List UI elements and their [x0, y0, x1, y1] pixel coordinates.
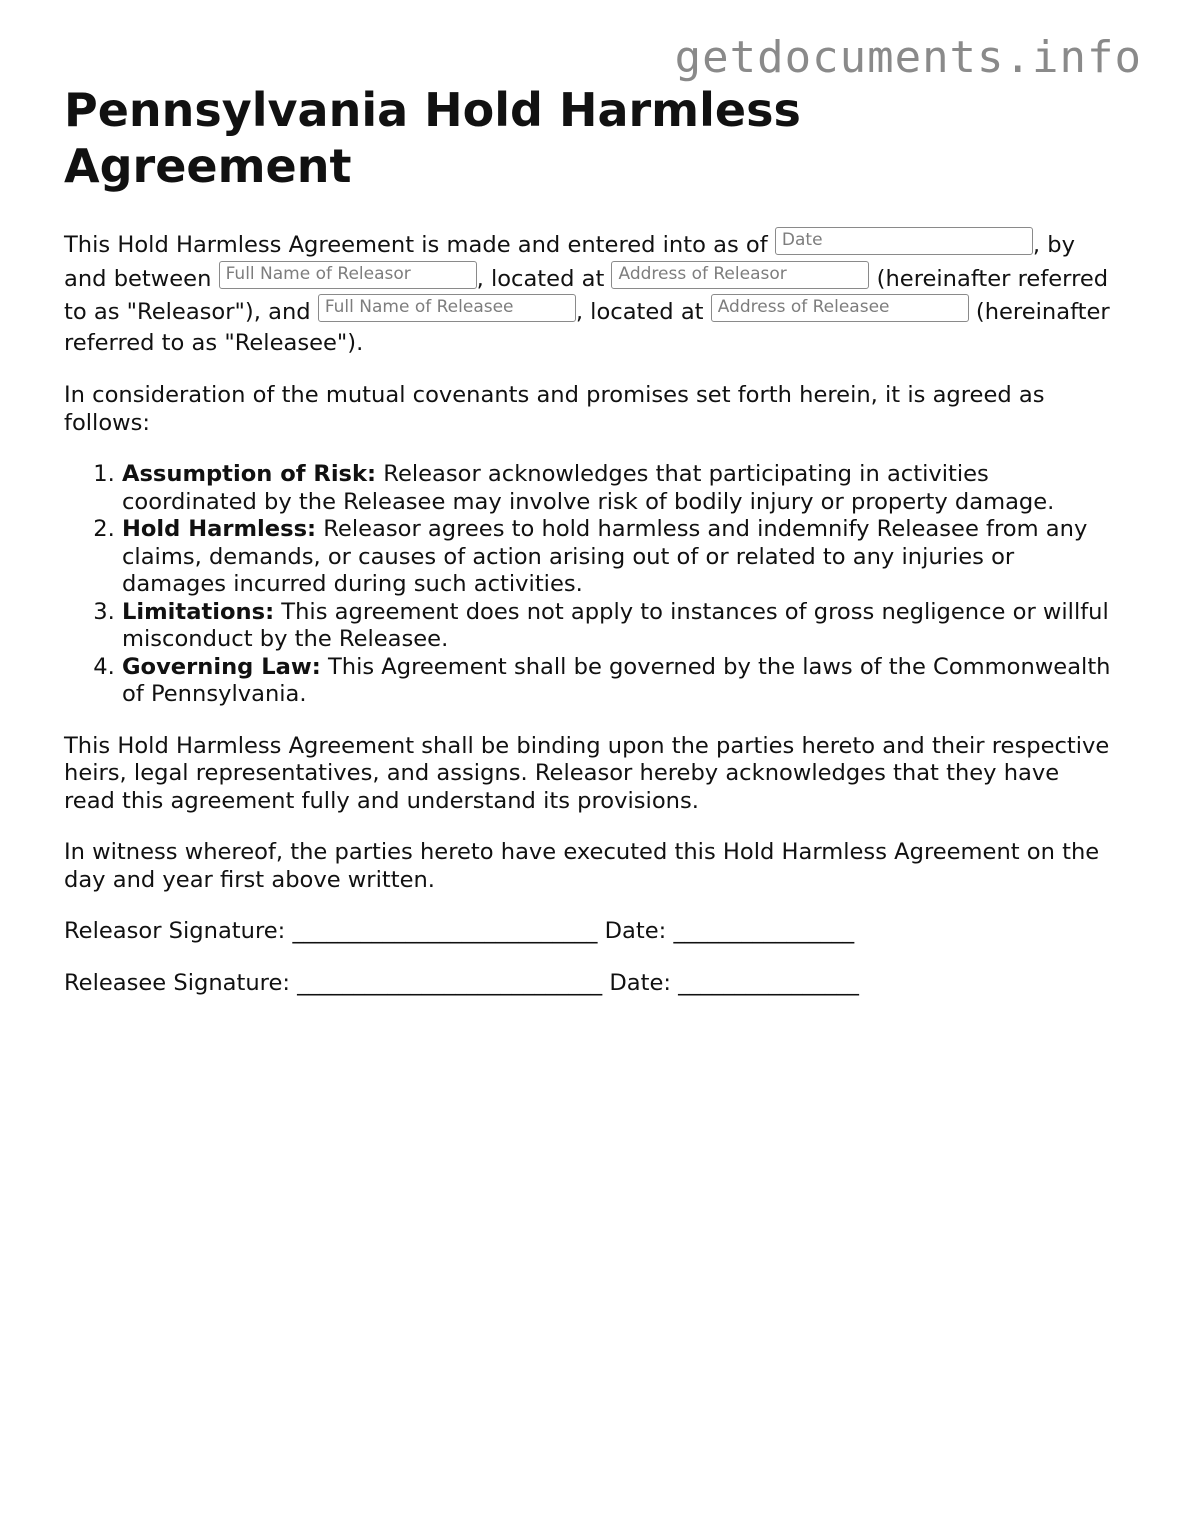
clause-item: [122, 516, 1114, 599]
intro-text-2: , by and between: [64, 232, 1075, 292]
watermark: getdocuments.info: [674, 32, 1142, 83]
clause-text: This Agreement shall be governed by the laws of the Commonwealth of Pennsylvania.: [122, 653, 1111, 707]
releasor-address-input[interactable]: Address of Releasor: [611, 261, 869, 289]
clause-heading: Assumption of Risk:: [122, 461, 377, 487]
intro-text-6: (hereinafter referred to as "Releasee").: [64, 299, 1110, 356]
releasor-name-input[interactable]: Full Name of Releasor: [219, 261, 477, 289]
releasor-signature-line: Releasor Signature: ___________________________ Date: ________________: [64, 918, 855, 944]
document-title: Pennsylvania Hold Harmless Agreement: [64, 83, 801, 193]
releasee-signature-line: Releasee Signature: ___________________________ Date: ________________: [64, 969, 859, 996]
clause-list: [64, 461, 1114, 709]
intro-text-5: , located at: [575, 299, 711, 325]
clause-heading: Governing Law:: [122, 653, 321, 680]
date-input[interactable]: Date: [775, 227, 1033, 255]
intro-text-1: This Hold Harmless Agreement is made and entered into as of: [64, 232, 775, 258]
intro-text-3: , located at: [476, 265, 612, 292]
intro-paragraph: [64, 227, 1114, 358]
releasee-name-input[interactable]: Full Name of Releasee: [318, 294, 576, 322]
clause-heading: Hold Harmless:: [122, 516, 317, 542]
binding-paragraph: This Hold Harmless Agreement shall be binding upon the parties hereto and their respective heirs, legal representatives, and assigns. Releasor hereby acknowledges that they have read this agreement fully and understand its provisions.: [64, 732, 1110, 814]
witness-paragraph: In witness whereof, the parties hereto have executed this Hold Harmless Agreement on the day and year first above written.: [64, 839, 1100, 893]
consideration-paragraph: In consideration of the mutual covenants and promises set forth herein, it is agreed as follows:: [64, 382, 1045, 436]
clause-item: [122, 599, 1114, 654]
clause-heading: Limitations:: [122, 598, 275, 625]
clause-item: [122, 461, 1114, 516]
document-body: [64, 82, 1114, 997]
clause-item: [122, 654, 1114, 709]
releasee-address-input[interactable]: Address of Releasee: [711, 294, 969, 322]
clause-text: Releasor acknowledges that participating in activities coordinated by the Releasee may involve risk of bodily injury or property damage.: [122, 461, 1055, 515]
intro-text-4: (hereinafter referred to as "Releasor"), and: [64, 265, 1109, 325]
clause-text: This agreement does not apply to instances of gross negligence or willful misconduct by the Releasee.: [122, 598, 1109, 652]
clause-text: Releasor agrees to hold harmless and indemnify Releasee from any claims, demands, or causes of action arising out of or related to any injuries or damages incurred during such activities.: [122, 516, 1088, 597]
